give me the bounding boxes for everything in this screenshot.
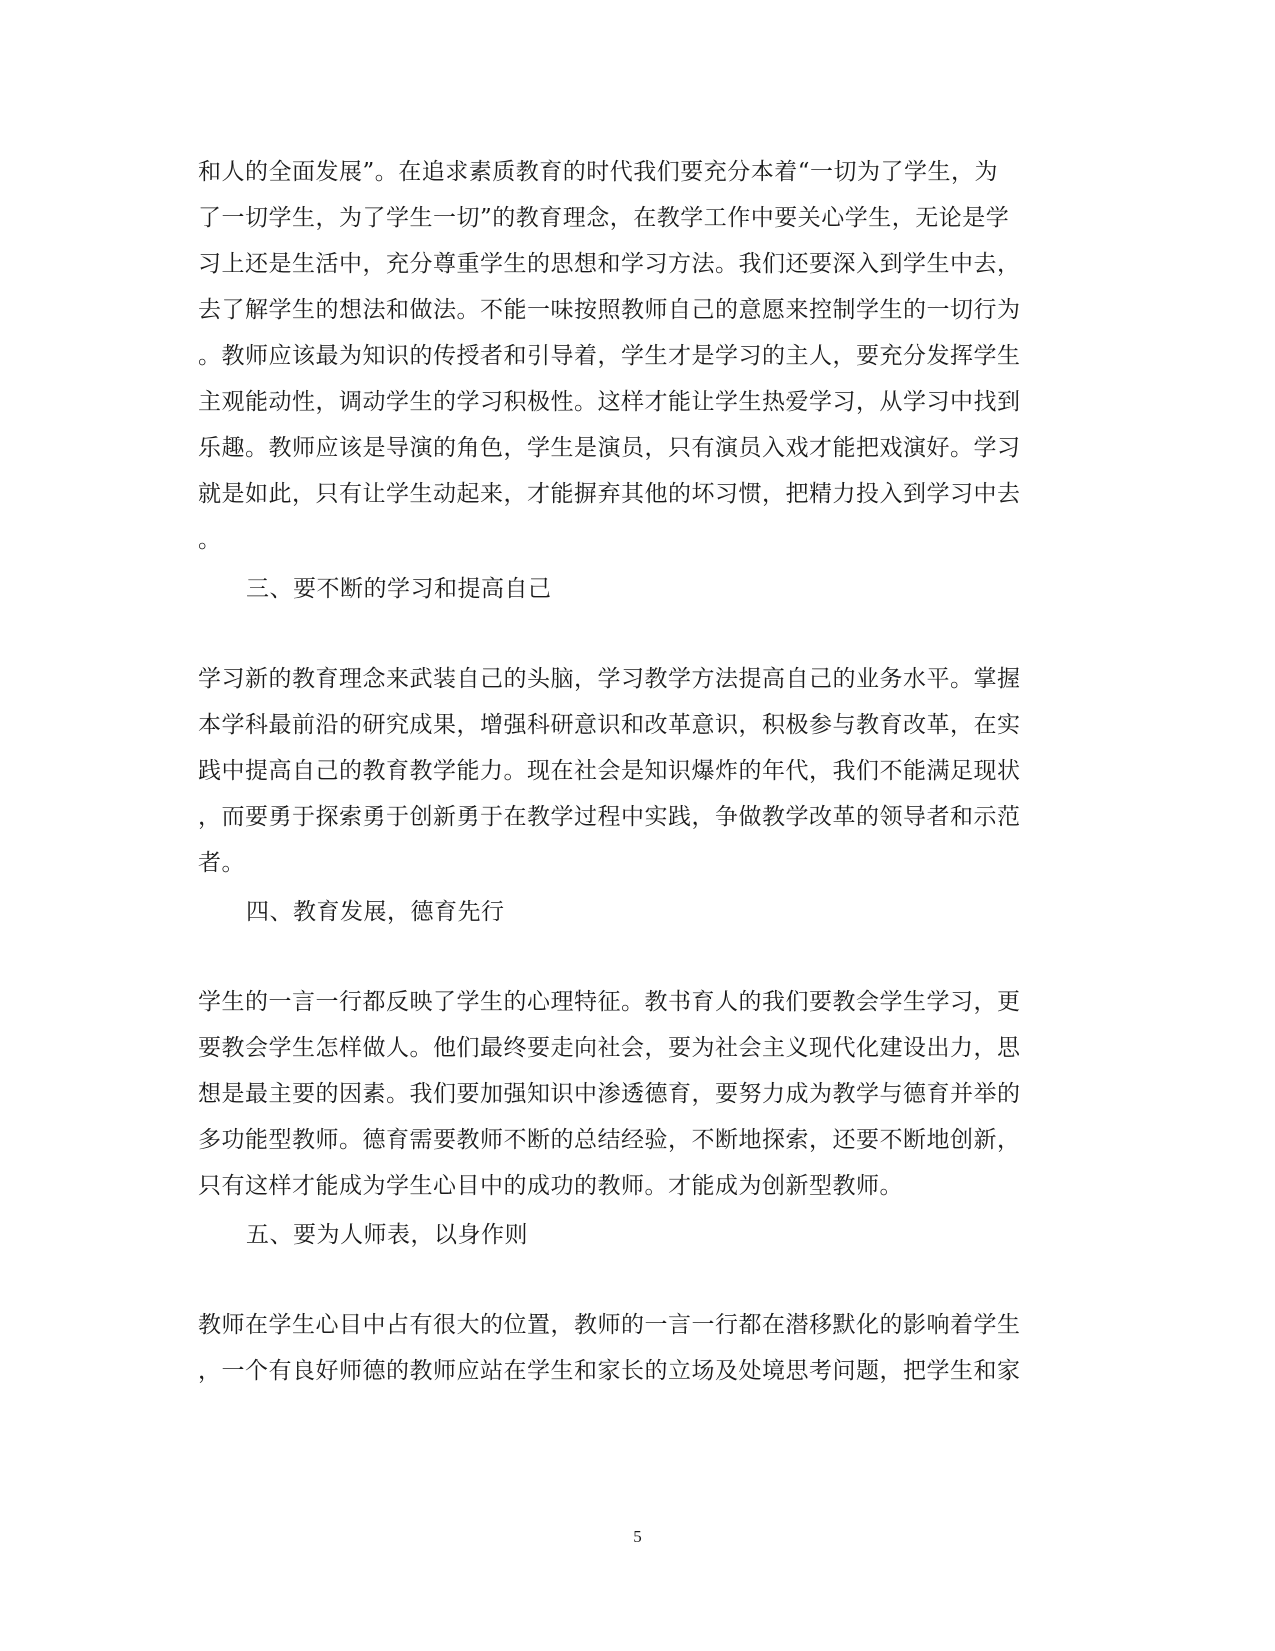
paragraph-line: 本学科最前沿的研究成果，增强科研意识和改革意识，积极参与教育改革，在实 [198, 712, 1021, 738]
paragraph-line: ，而要勇于探索勇于创新勇于在教学过程中实践，争做教学改革的领导者和示范 [198, 804, 1021, 830]
paragraph-line: 就是如此，只有让学生动起来，才能摒弃其他的坏习惯，把精力投入到学习中去 [198, 481, 1021, 507]
paragraph-line: 了一切学生，为了学生一切”的教育理念，在教学工作中要关心学生，无论是学 [198, 205, 1010, 231]
paragraph-line: 乐趣。教师应该是导演的角色，学生是演员，只有演员入戏才能把戏演好。学习 [198, 435, 1021, 461]
paragraph-line: 习上还是生活中，充分尊重学生的思想和学习方法。我们还要深入到学生中去， [198, 251, 1021, 277]
paragraph-line: 践中提高自己的教育教学能力。现在社会是知识爆炸的年代，我们不能满足现状 [198, 758, 1021, 784]
paragraph-line: 。教师应该最为知识的传授者和引导着，学生才是学习的主人，要充分发挥学生 [198, 343, 1021, 369]
paragraph-line: 者。 [198, 850, 245, 876]
paragraph-line: 学习新的教育理念来武装自己的头脑，学习教学方法提高自己的业务水平。掌握 [198, 666, 1021, 692]
paragraph-line: 想是最主要的因素。我们要加强知识中渗透德育，要努力成为教学与德育并举的 [198, 1081, 1021, 1107]
paragraph-line: 主观能动性，调动学生的学习积极性。这样才能让学生热爱学习，从学习中找到 [198, 389, 1021, 415]
paragraph-line: 和人的全面发展”。在追求素质教育的时代我们要充分本着“一切为了学生，为 [198, 159, 999, 185]
section-heading-4: 四、教育发展，德育先行 [246, 899, 505, 925]
page-number: 5 [633, 1527, 642, 1546]
section-heading-5: 五、要为人师表，以身作则 [246, 1222, 528, 1248]
paragraph-line: 多功能型教师。德育需要教师不断的总结经验，不断地探索，还要不断地创新， [198, 1127, 1021, 1153]
paragraph-line: ，一个有良好师德的教师应站在学生和家长的立场及处境思考问题，把学生和家 [198, 1358, 1021, 1384]
paragraph-line: 要教会学生怎样做人。他们最终要走向社会，要为社会主义现代化建设出力，思 [198, 1035, 1021, 1061]
paragraph-line: 去了解学生的想法和做法。不能一味按照教师自己的意愿来控制学生的一切行为 [198, 297, 1021, 323]
paragraph-line: 教师在学生心目中占有很大的位置，教师的一言一行都在潜移默化的影响着学生 [198, 1312, 1021, 1338]
section-heading-3: 三、要不断的学习和提高自己 [246, 576, 552, 602]
paragraph-line: 。 [198, 527, 222, 553]
paragraph-line: 只有这样才能成为学生心目中的成功的教师。才能成为创新型教师。 [198, 1173, 903, 1199]
paragraph-line: 学生的一言一行都反映了学生的心理特征。教书育人的我们要教会学生学习，更 [198, 989, 1021, 1015]
